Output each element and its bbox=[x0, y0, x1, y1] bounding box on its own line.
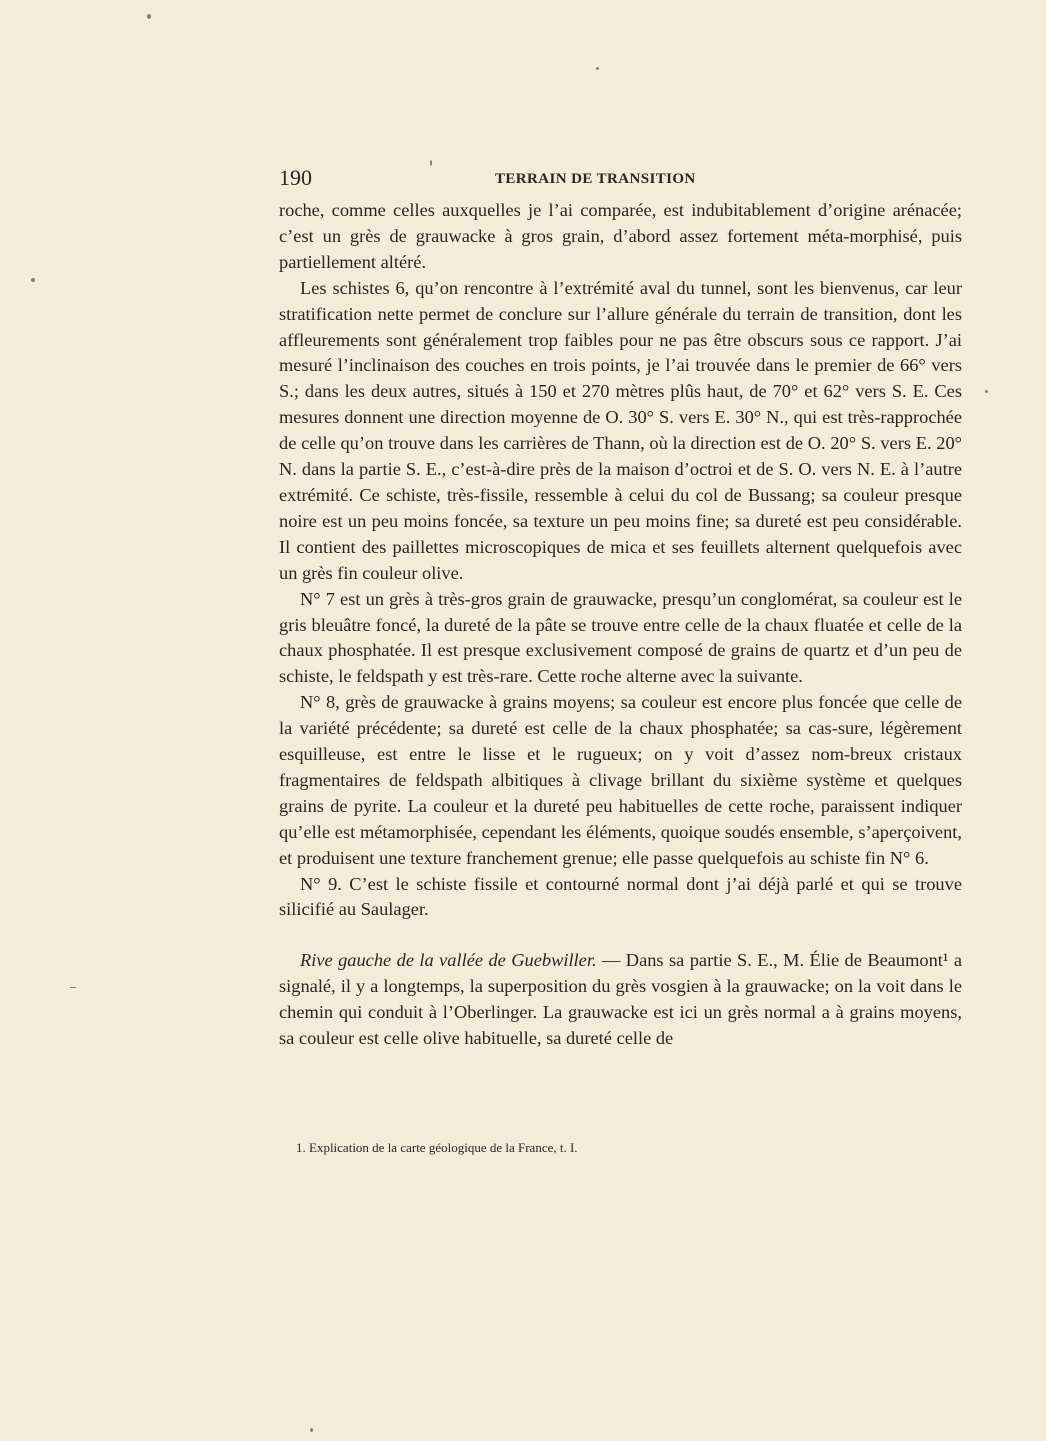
page-number: 190 bbox=[279, 165, 312, 190]
page-speck bbox=[147, 14, 151, 19]
paragraph-1: roche, comme celles auxquelles je l’ai comparée, est indubitablement d’origine arénacée; c’est un grès de grauwacke à gros grain, d’abord assez fortement méta-morphisé, puis partiellement altéré. bbox=[279, 200, 962, 272]
footnote: 1. Explication de la carte géologique de la France, t. I. bbox=[296, 1140, 578, 1155]
page-speck bbox=[985, 390, 988, 393]
section-paragraph bbox=[279, 948, 962, 1052]
page-speck bbox=[430, 160, 432, 166]
paragraph-2: Les schistes 6, qu’on rencontre à l’extrémité aval du tunnel, sont les bienvenus, car leur stratification nette permet de conclure sur l’allure générale du terrain de transition, dont les affleurements sont généralement trop faibles pour ne pas être obscurs sous ce rapport. J’ai mesuré l’inclinaison des couches en trois points, je l’ai trouvée dans le premier de 66° vers S.; dans les deux autres, situés à 150 et 270 mètres plûs haut, de 70° et 62° vers S. E. Ces mesures donnent une direction moyenne de O. 30° S. vers E. 30° N., qui est très-rapprochée de celle qu’on trouve dans les carrières de Thann, où la direction est de O. 20° S. vers E. 20° N. dans la partie S. E., c’est-à-dire près de la maison d’octroi et de S. O. vers N. E. à l’autre extrémité. Ce schiste, très-fissile, ressemble à celui du col de Bussang; sa couleur presque noire est un peu moins foncée, sa texture un peu moins fine; sa dureté est peu considérable. Il contient des paillettes microscopiques de mica et ses feuillets alternent quelquefois avec un grès fin couleur olive. bbox=[279, 277, 962, 583]
running-head: TERRAIN DE TRANSITION bbox=[495, 171, 696, 187]
page-speck bbox=[31, 278, 35, 282]
section-text: — Dans sa partie S. E., M. Élie de Beaumont¹ a signalé, il y a longtemps, la superposition du grès vosgien à la grauwacke; on la voit dans le chemin qui conduit à l’Oberlinger. La grauwacke est ici un grès normal a à grains moyens, sa couleur est celle olive habituelle, sa dureté celle de bbox=[279, 950, 963, 1049]
section-heading: Rive gauche de la vallée de Guebwiller. bbox=[300, 950, 597, 971]
body-text bbox=[279, 198, 962, 1052]
page-header bbox=[279, 164, 962, 192]
page-speck bbox=[310, 1428, 313, 1432]
paragraph-3: N° 7 est un grès à très-gros grain de grauwacke, presqu’un conglomérat, sa couleur est le gris bleuâtre foncé, la dureté de la pâte se trouve entre celle de la chaux fluatée et celle de la chaux phosphatée. Il est presque exclusivement composé de grains de quartz et d’un peu de schiste, le feldspath y est très-rare. Cette roche alterne avec la suivante. bbox=[279, 588, 962, 687]
page-speck bbox=[596, 67, 599, 70]
paragraph-4: N° 8, grès de grauwacke à grains moyens; sa couleur est encore plus foncée que celle de la variété précédente; sa dureté est celle de la chaux phosphatée; sa cas-sure, légèrement esquilleuse, est entre le lisse et le rugueux; on y voit d’assez nom-breux cristaux fragmentaires de feldspath albitiques à clivage brillant du sixième système et quelques grains de pyrite. La couleur et la dureté peu habituelles de cette roche, paraissent indiquer qu’elle est métamorphisée, cependant les éléments, quoique soudés ensemble, s’aperçoivent, et produisent une texture franchement grenue; elle passe quelquefois au schiste fin N° 6. bbox=[279, 692, 962, 868]
paragraph-5: N° 9. C’est le schiste fissile et contourné normal dont j’ai déjà parlé et qui se trouve silicifié au Saulager. bbox=[279, 873, 962, 920]
page-speck bbox=[70, 987, 76, 988]
